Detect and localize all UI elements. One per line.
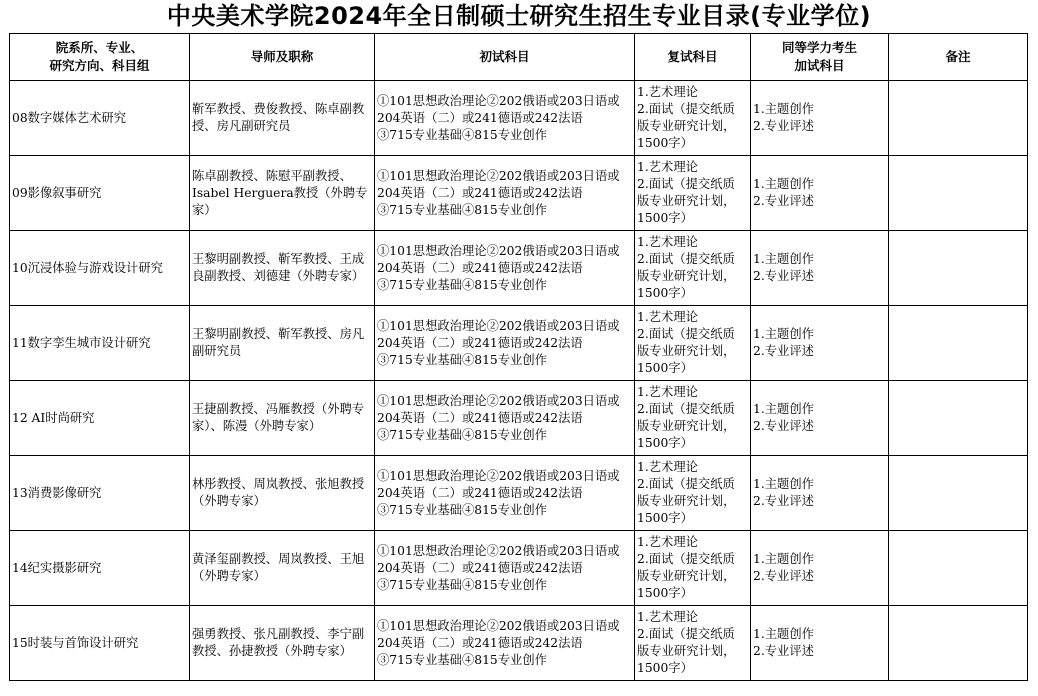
- retest-line: 1500字）: [637, 661, 693, 675]
- advisors-cell: 王黎明副教授、靳军教授、王成良副教授、刘德建（外聘专家）: [190, 231, 375, 306]
- extra-line: 2.专业评述: [753, 269, 814, 283]
- extra-exam-cell: [751, 81, 889, 156]
- retest-line: 版专业研究计划，: [637, 119, 736, 133]
- table-row: [10, 531, 1028, 606]
- program-catalog-table: [9, 33, 1028, 681]
- retest-line: 1.艺术理论: [637, 235, 698, 249]
- table-row: [10, 306, 1028, 381]
- retest-line: 2.面试（提交纸质: [637, 477, 735, 491]
- initial-line: ③715专业基础④815专业创作: [377, 652, 547, 667]
- retest-line: 1.艺术理论: [637, 385, 698, 399]
- retest-line: 2.面试（提交纸质: [637, 552, 735, 566]
- research-direction-cell: 10沉浸体验与游戏设计研究: [10, 231, 190, 306]
- initial-exam-cell: [375, 531, 635, 606]
- extra-line: 1.主题创作: [753, 102, 814, 116]
- initial-line: 204英语（二）或241德语或242法语: [377, 410, 583, 425]
- initial-line: ①101思想政治理论②202俄语或203日语或: [377, 618, 620, 633]
- extra-line: 1.主题创作: [753, 477, 814, 491]
- retest-line: 1500字）: [637, 361, 693, 375]
- research-direction-cell: 12 AI时尚研究: [10, 381, 190, 456]
- initial-line: ③715专业基础④815专业创作: [377, 352, 547, 367]
- header-initial-exam: 初试科目: [375, 34, 635, 81]
- initial-exam-cell: [375, 456, 635, 531]
- retest-line: 2.面试（提交纸质: [637, 177, 735, 191]
- initial-line: ①101思想政治理论②202俄语或203日语或: [377, 168, 620, 183]
- initial-line: ③715专业基础④815专业创作: [377, 277, 547, 292]
- retest-line: 2.面试（提交纸质: [637, 402, 735, 416]
- table-row: [10, 606, 1028, 681]
- initial-line: 204英语（二）或241德语或242法语: [377, 485, 583, 500]
- research-direction-cell: 08数字媒体艺术研究: [10, 81, 190, 156]
- retest-line: 1.艺术理论: [637, 460, 698, 474]
- extra-line: 1.主题创作: [753, 177, 814, 191]
- retest-cell: [635, 156, 751, 231]
- initial-line: ①101思想政治理论②202俄语或203日语或: [377, 318, 620, 333]
- extra-line: 2.专业评述: [753, 419, 814, 433]
- initial-line: ①101思想政治理论②202俄语或203日语或: [377, 243, 620, 258]
- initial-line: ①101思想政治理论②202俄语或203日语或: [377, 543, 620, 558]
- retest-line: 2.面试（提交纸质: [637, 102, 735, 116]
- table-row: [10, 231, 1028, 306]
- notes-cell: [889, 231, 1028, 306]
- header-advisors: 导师及职称: [190, 34, 375, 81]
- retest-line: 版专业研究计划，: [637, 269, 736, 283]
- advisors-cell: 陈卓副教授、陈慰平副教授、Isabel Herguera教授（外聘专家）: [190, 156, 375, 231]
- table-header-row: [10, 34, 1028, 81]
- advisors-cell: 林彤教授、周岚教授、张旭教授（外聘专家）: [190, 456, 375, 531]
- extra-line: 2.专业评述: [753, 194, 814, 208]
- initial-exam-cell: [375, 231, 635, 306]
- retest-line: 2.面试（提交纸质: [637, 252, 735, 266]
- research-direction-cell: 15时装与首饰设计研究: [10, 606, 190, 681]
- header-extra-exam: 同等学力考生 加试科目: [751, 34, 889, 81]
- advisors-cell: 王捷副教授、冯雁教授（外聘专家）、陈漫（外聘专家）: [190, 381, 375, 456]
- retest-line: 版专业研究计划，: [637, 494, 736, 508]
- initial-line: ③715专业基础④815专业创作: [377, 502, 547, 517]
- retest-line: 版专业研究计划，: [637, 644, 736, 658]
- research-direction-cell: 11数字孪生城市设计研究: [10, 306, 190, 381]
- research-direction-cell: 13消费影像研究: [10, 456, 190, 531]
- extra-line: 1.主题创作: [753, 552, 814, 566]
- notes-cell: [889, 381, 1028, 456]
- initial-line: ①101思想政治理论②202俄语或203日语或: [377, 468, 620, 483]
- advisors-cell: 强勇教授、张凡副教授、李宁副教授、孙捷教授（外聘专家）: [190, 606, 375, 681]
- extra-exam-cell: [751, 156, 889, 231]
- extra-line: 2.专业评述: [753, 119, 814, 133]
- initial-line: 204英语（二）或241德语或242法语: [377, 110, 583, 125]
- retest-cell: [635, 306, 751, 381]
- extra-exam-cell: [751, 381, 889, 456]
- notes-cell: [889, 456, 1028, 531]
- retest-line: 版专业研究计划，: [637, 419, 736, 433]
- page-title: 中央美术学院2024年全日制硕士研究生招生专业目录(专业学位): [166, 2, 872, 30]
- initial-line: 204英语（二）或241德语或242法语: [377, 260, 583, 275]
- notes-cell: [889, 531, 1028, 606]
- retest-line: 1500字）: [637, 436, 693, 450]
- retest-line: 2.面试（提交纸质: [637, 327, 735, 341]
- retest-line: 2.面试（提交纸质: [637, 627, 735, 641]
- advisors-cell: 黄泽玺副教授、周岚教授、王旭（外聘专家）: [190, 531, 375, 606]
- retest-line: 1500字）: [637, 286, 693, 300]
- extra-line: 1.主题创作: [753, 327, 814, 341]
- extra-line: 2.专业评述: [753, 494, 814, 508]
- retest-cell: [635, 381, 751, 456]
- retest-line: 1.艺术理论: [637, 160, 698, 174]
- initial-line: ③715专业基础④815专业创作: [377, 577, 547, 592]
- retest-cell: [635, 531, 751, 606]
- extra-line: 1.主题创作: [753, 252, 814, 266]
- extra-line: 2.专业评述: [753, 569, 814, 583]
- extra-exam-cell: [751, 606, 889, 681]
- initial-line: ③715专业基础④815专业创作: [377, 127, 547, 142]
- initial-line: ①101思想政治理论②202俄语或203日语或: [377, 93, 620, 108]
- initial-line: ③715专业基础④815专业创作: [377, 427, 547, 442]
- retest-cell: [635, 606, 751, 681]
- initial-exam-cell: [375, 81, 635, 156]
- initial-line: 204英语（二）或241德语或242法语: [377, 560, 583, 575]
- retest-line: 1.艺术理论: [637, 85, 698, 99]
- retest-line: 1.艺术理论: [637, 610, 698, 624]
- header-direction: 院系所、专业、 研究方向、科目组: [10, 34, 190, 81]
- notes-cell: [889, 606, 1028, 681]
- retest-line: 版专业研究计划，: [637, 194, 736, 208]
- table-row: [10, 81, 1028, 156]
- initial-exam-cell: [375, 606, 635, 681]
- research-direction-cell: 09影像叙事研究: [10, 156, 190, 231]
- initial-exam-cell: [375, 156, 635, 231]
- notes-cell: [889, 156, 1028, 231]
- initial-line: ①101思想政治理论②202俄语或203日语或: [377, 393, 620, 408]
- retest-line: 版专业研究计划，: [637, 569, 736, 583]
- initial-exam-cell: [375, 381, 635, 456]
- table-row: [10, 381, 1028, 456]
- initial-line: ③715专业基础④815专业创作: [377, 202, 547, 217]
- extra-exam-cell: [751, 231, 889, 306]
- extra-exam-cell: [751, 531, 889, 606]
- notes-cell: [889, 306, 1028, 381]
- retest-line: 版专业研究计划，: [637, 344, 736, 358]
- header-retest: 复试科目: [635, 34, 751, 81]
- table-row: [10, 156, 1028, 231]
- retest-cell: [635, 456, 751, 531]
- retest-line: 1500字）: [637, 511, 693, 525]
- retest-line: 1.艺术理论: [637, 310, 698, 324]
- research-direction-cell: 14纪实摄影研究: [10, 531, 190, 606]
- extra-exam-cell: [751, 306, 889, 381]
- extra-exam-cell: [751, 456, 889, 531]
- retest-line: 1500字）: [637, 136, 693, 150]
- notes-cell: [889, 81, 1028, 156]
- retest-line: 1.艺术理论: [637, 535, 698, 549]
- header-notes: 备注: [889, 34, 1028, 81]
- retest-cell: [635, 81, 751, 156]
- extra-line: 2.专业评述: [753, 344, 814, 358]
- advisors-cell: 王黎明副教授、靳军教授、房凡副研究员: [190, 306, 375, 381]
- initial-line: 204英语（二）或241德语或242法语: [377, 185, 583, 200]
- extra-line: 1.主题创作: [753, 627, 814, 641]
- retest-line: 1500字）: [637, 586, 693, 600]
- initial-line: 204英语（二）或241德语或242法语: [377, 635, 583, 650]
- table-row: [10, 456, 1028, 531]
- table-body: [10, 81, 1028, 681]
- retest-cell: [635, 231, 751, 306]
- initial-exam-cell: [375, 306, 635, 381]
- advisors-cell: 靳军教授、费俊教授、陈卓副教授、房凡副研究员: [190, 81, 375, 156]
- retest-line: 1500字）: [637, 211, 693, 225]
- extra-line: 2.专业评述: [753, 644, 814, 658]
- extra-line: 1.主题创作: [753, 402, 814, 416]
- initial-line: 204英语（二）或241德语或242法语: [377, 335, 583, 350]
